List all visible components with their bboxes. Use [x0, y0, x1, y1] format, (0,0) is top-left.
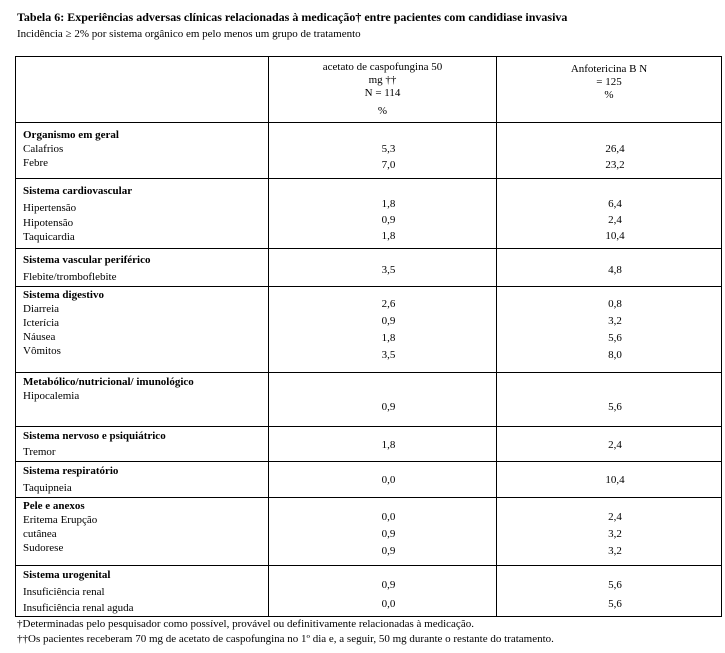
value: 5,6	[608, 332, 622, 344]
group-heading: Sistema vascular periférico	[23, 254, 151, 266]
value: 2,4	[608, 439, 622, 451]
table-subtitle: Incidência ≥ 2% por sistema orgânico em pelo menos um grupo de tratamento	[17, 28, 361, 40]
group-row	[16, 566, 722, 617]
event-name: Sudorese	[23, 542, 64, 554]
event-name: Vômitos	[23, 345, 61, 357]
value: 3,2	[608, 315, 622, 327]
header-caspofungin	[269, 57, 497, 123]
header-amphotericin	[497, 57, 722, 123]
header-caspo-line2: mg ††	[368, 74, 397, 86]
value: 0,8	[608, 298, 622, 310]
value: 8,0	[608, 349, 622, 361]
value: 1,8	[381, 230, 396, 242]
event-name: Insuficiência renal	[23, 586, 105, 598]
amphotericin-values	[497, 249, 722, 287]
header-row	[16, 57, 722, 123]
header-caspo-line3: N = 114	[364, 87, 401, 99]
group-row	[16, 123, 722, 179]
amphotericin-values	[497, 566, 722, 617]
caspofungin-values	[269, 566, 497, 617]
table-title: Tabela 6: Experiências adversas clínicas relacionadas à medicação† entre pacientes com candidiase invasiva	[17, 10, 568, 24]
value: 3,5	[381, 264, 396, 276]
event-name: Eritema Erupção	[23, 514, 98, 526]
value: 0,9	[381, 545, 396, 557]
group-heading: Metabólico/nutricional/ imunológico	[23, 376, 194, 388]
value: 0,9	[381, 528, 396, 540]
group-heading: Organismo em geral	[23, 129, 119, 141]
value: 0,9	[381, 579, 396, 591]
caspofungin-values	[269, 123, 497, 179]
value: 2,4	[608, 511, 622, 523]
caspofungin-values	[269, 498, 497, 566]
group-label-cell	[16, 287, 269, 373]
header-ampho-line3: %	[604, 89, 614, 101]
value: 1,8	[381, 439, 396, 451]
group-heading: Sistema cardiovascular	[23, 185, 133, 197]
group-row	[16, 287, 722, 373]
value: 5,6	[608, 598, 622, 610]
event-name: Náusea	[23, 331, 56, 343]
caspofungin-values	[269, 462, 497, 498]
event-name: Taquicardia	[23, 231, 75, 243]
header-caspo-line1: acetato de caspofungina 50	[322, 61, 443, 73]
value: 1,8	[381, 198, 396, 210]
value: 3,5	[381, 349, 396, 361]
value: 0,9	[381, 315, 396, 327]
caspofungin-values	[269, 427, 497, 462]
value: 4,8	[608, 264, 622, 276]
adverse-events-table	[15, 56, 722, 617]
amphotericin-values	[497, 179, 722, 249]
value: 7,0	[381, 159, 396, 171]
group-label-cell	[16, 249, 269, 287]
group-row	[16, 179, 722, 249]
value: 6,4	[608, 198, 622, 210]
header-ampho-line1: Anfotericina B N	[570, 63, 648, 75]
value: 10,4	[605, 474, 625, 486]
value: 1,8	[381, 332, 396, 344]
value: 10,4	[605, 230, 625, 242]
value: 5,6	[608, 401, 622, 413]
event-name: Hipertensão	[23, 202, 77, 214]
event-name: Taquipneia	[23, 482, 72, 494]
footnote-2: ††Os pacientes receberam 70 mg de acetato de caspofungina no 1º dia e, a seguir, 50 mg durante o restante do tratamento.	[17, 633, 554, 645]
amphotericin-values	[497, 373, 722, 427]
group-heading: Sistema digestivo	[23, 289, 104, 301]
group-label-cell	[16, 373, 269, 427]
value: 0,9	[381, 401, 396, 413]
header-cell-empty	[16, 57, 269, 123]
group-row	[16, 249, 722, 287]
group-row	[16, 427, 722, 462]
amphotericin-values	[497, 498, 722, 566]
event-name: Tremor	[23, 446, 56, 458]
value: 2,6	[381, 298, 396, 310]
group-heading: Sistema respiratório	[23, 465, 119, 477]
caspofungin-values	[269, 179, 497, 249]
value: 3,2	[608, 545, 622, 557]
amphotericin-values	[497, 427, 722, 462]
caspofungin-values	[269, 249, 497, 287]
group-label-cell	[16, 462, 269, 498]
value: 0,0	[381, 474, 396, 486]
group-label-cell	[16, 179, 269, 249]
event-name: Febre	[23, 157, 49, 169]
header-caspo-line4: %	[377, 105, 388, 117]
event-name: Hipotensão	[23, 217, 74, 229]
value: 0,0	[381, 598, 396, 610]
event-name: Calafrios	[23, 143, 64, 155]
value: 5,3	[381, 143, 396, 155]
group-label-cell	[16, 498, 269, 566]
group-heading: Sistema nervoso e psiquiátrico	[23, 430, 166, 442]
value: 0,9	[381, 214, 396, 226]
footnote-1: †Determinadas pelo pesquisador como possível, provável ou definitivamente relacionadas à medicação.	[17, 618, 474, 630]
group-row	[16, 462, 722, 498]
amphotericin-values	[497, 462, 722, 498]
header-ampho-line2: = 125	[596, 76, 622, 88]
event-name: Icterícia	[23, 317, 60, 329]
group-heading: Sistema urogenital	[23, 569, 111, 581]
value: 0,0	[381, 511, 396, 523]
value: 2,4	[608, 214, 622, 226]
event-name: Hipocalemia	[23, 390, 80, 402]
value: 3,2	[608, 528, 622, 540]
group-label-cell	[16, 566, 269, 617]
amphotericin-values	[497, 287, 722, 373]
event-name: Insuficiência renal aguda	[23, 602, 134, 614]
value: 23,2	[605, 159, 625, 171]
group-heading: Pele e anexos	[23, 500, 85, 512]
event-name: Diarreia	[23, 303, 60, 315]
group-row	[16, 498, 722, 566]
value: 5,6	[608, 579, 622, 591]
group-label-cell	[16, 427, 269, 462]
event-name: Flebite/tromboflebite	[23, 271, 117, 283]
group-label-cell	[16, 123, 269, 179]
group-row	[16, 373, 722, 427]
caspofungin-values	[269, 373, 497, 427]
amphotericin-values	[497, 123, 722, 179]
value: 26,4	[605, 143, 625, 155]
event-name: cutânea	[23, 528, 57, 540]
caspofungin-values	[269, 287, 497, 373]
